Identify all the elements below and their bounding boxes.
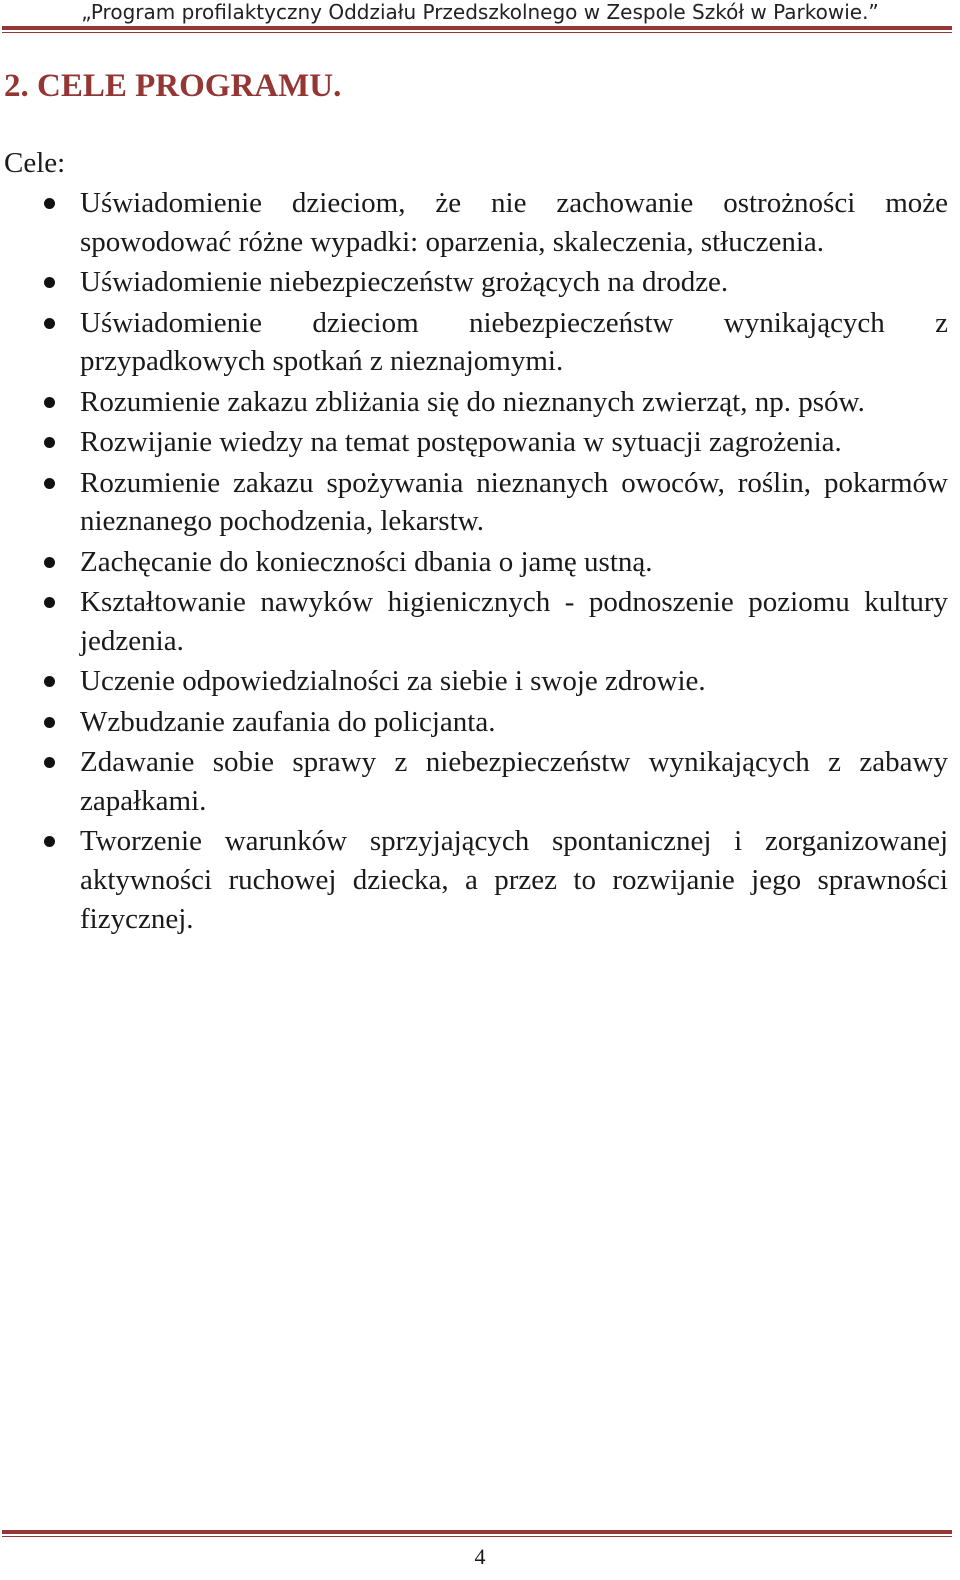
list-item-text: Uczenie odpowiedzialności za siebie i swoje zdrowie.	[80, 665, 706, 698]
bullet-icon	[44, 198, 55, 209]
bullet-icon	[44, 597, 55, 608]
list-item	[80, 263, 948, 302]
running-header: „Program profilaktyczny Oddziału Przedszkolnego w Zespole Szkół w Parkowie.”	[81, 0, 879, 24]
bullet-icon	[44, 717, 55, 728]
goals-list	[80, 184, 948, 940]
page-number: 4	[474, 1544, 486, 1569]
list-item-text: Rozumienie zakazu zbliżania się do nieznanych zwierząt, np. psów.	[80, 385, 865, 418]
list-item	[80, 383, 948, 422]
list-item	[80, 583, 948, 661]
list-item-text: Zachęcanie do konieczności dbania o jamę ustną.	[80, 545, 653, 578]
list-item-text: Uświadomienie dzieciom niebezpieczeństw wynikających z przypadkowych spotkań z nieznajomymi.	[80, 306, 948, 378]
list-item	[80, 822, 948, 938]
list-item	[80, 703, 948, 742]
bullet-icon	[44, 757, 55, 768]
list-item-text: Rozumienie zakazu spożywania nieznanych owoców, roślin, pokarmów nieznanego pochodzenia, lekarstw.	[80, 466, 948, 538]
bullet-icon	[44, 478, 55, 489]
bullet-icon	[44, 318, 55, 329]
list-item	[80, 543, 948, 582]
list-item-text: Wzbudzanie zaufania do policjanta.	[80, 705, 496, 738]
list-item	[80, 662, 948, 701]
list-item	[80, 423, 948, 462]
list-item-text: Kształtowanie nawyków higienicznych - podnoszenie poziomu kultury jedzenia.	[80, 586, 948, 657]
bullet-icon	[44, 557, 55, 568]
list-item-text: Rozwijanie wiedzy na temat postępowania w sytuacji zagrożenia.	[80, 426, 842, 459]
list-item	[80, 464, 948, 542]
list-item	[80, 304, 948, 382]
bullet-icon	[44, 676, 55, 687]
list-item-text: Uświadomienie niebezpieczeństw grożących na drodze.	[80, 266, 729, 299]
header-rule	[2, 26, 952, 33]
list-item	[80, 743, 948, 821]
bullet-icon	[44, 397, 55, 408]
bullet-icon	[44, 836, 55, 847]
list-item	[80, 184, 948, 262]
footer-rule	[2, 1530, 952, 1537]
bullet-icon	[44, 437, 55, 448]
bullet-icon	[44, 277, 55, 288]
goals-intro: Cele:	[4, 147, 66, 179]
list-item-text: Uświadomienie dzieciom, że nie zachowanie ostrożności może spowodować różne wypadki: oparzenia, skaleczenia, stłuczenia.	[80, 187, 948, 258]
list-item-text: Tworzenie warunków sprzyjających spontanicznej i zorganizowanej aktywności ruchowej dziecka, a przez to rozwijanie jego sprawności fizycznej.	[80, 825, 948, 935]
section-heading: 2. CELE PROGRAMU.	[4, 68, 342, 104]
list-item-text: Zdawanie sobie sprawy z niebezpieczeństw wynikających z zabawy zapałkami.	[80, 746, 948, 817]
